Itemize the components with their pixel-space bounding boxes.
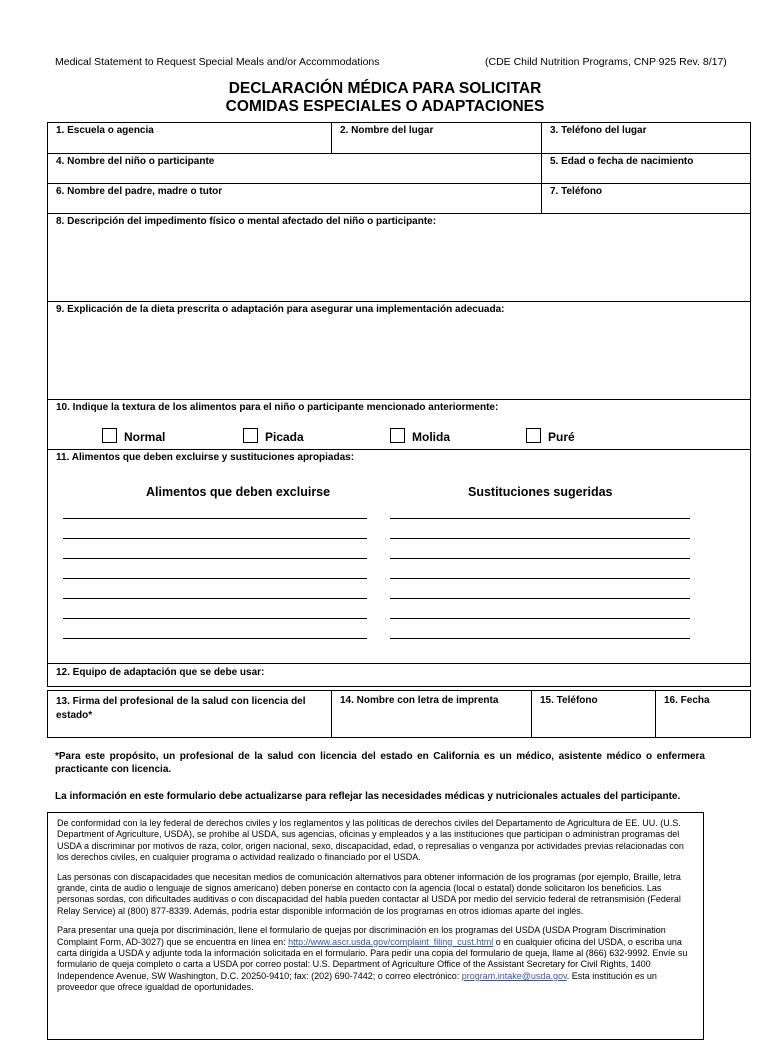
substitutes-column-header: Sustituciones sugeridas bbox=[468, 485, 613, 499]
food-texture-label: 10. Indique la textura de los alimentos para el niño o participante mencionado anteriormente: bbox=[56, 402, 499, 413]
form-row-9 bbox=[48, 301, 750, 400]
form-title-line2: COMIDAS ESPECIALES O ADAPTACIONES bbox=[225, 98, 545, 115]
impairment-description-field[interactable] bbox=[48, 214, 750, 302]
participant-name-label: 4. Nombre del niño o participante bbox=[56, 156, 215, 167]
texture-molida-label: Molida bbox=[412, 430, 450, 444]
form-row-2 bbox=[48, 153, 750, 184]
texture-picada-checkbox[interactable] bbox=[243, 428, 258, 443]
form-header-right: (CDE Child Nutrition Programs, CNP 925 Rev. 8/17) bbox=[485, 56, 727, 68]
complaint-text-c: . Esta institución es un proveedor que ofrece igualdad de oportunidades. bbox=[57, 970, 657, 993]
substitute-food-line[interactable] bbox=[390, 638, 690, 639]
form-header-left: Medical Statement to Request Special Meals and/or Accommodations bbox=[55, 56, 380, 68]
substitute-food-line[interactable] bbox=[390, 618, 690, 619]
excluded-food-line[interactable] bbox=[63, 578, 367, 579]
participant-name-field[interactable] bbox=[48, 154, 541, 184]
form-grid bbox=[47, 122, 751, 687]
complaint-email-link[interactable]: program.intake@usda.gov bbox=[461, 970, 567, 981]
excluded-foods-column-header: Alimentos que deben excluirse bbox=[146, 485, 331, 499]
age-birthdate-field[interactable] bbox=[541, 154, 750, 184]
complaint-text-b: o en cualquier oficina del USDA, o escriba una carta dirigida a USDA y adjunte toda la información solicitada en el formulario. Para pedir una copia del formulario de queja, llame al (866) 632-9992. Envíe su formulario de queja completo o carta a USDA por correo postal: U.S. Department of Agriculture Office of the Assistant Secretary for Civil Rights, 1400 Independence Avenue, SW Washington, D.C. 20250-9410; fax: (202) 690-7442; o correo electrónico: bbox=[57, 936, 688, 981]
signature-label-line1: 13. Firma del profesional de la salud con licencia del bbox=[56, 696, 306, 707]
form-row-11 bbox=[48, 449, 750, 664]
date-field[interactable] bbox=[655, 691, 750, 737]
texture-normal-checkbox[interactable] bbox=[102, 428, 117, 443]
form-row-1 bbox=[48, 123, 750, 153]
texture-pure-label: Puré bbox=[548, 430, 575, 444]
substitute-food-line[interactable] bbox=[390, 538, 690, 539]
form-row-12 bbox=[48, 663, 750, 688]
texture-pure-checkbox[interactable] bbox=[526, 428, 541, 443]
form-row-8 bbox=[48, 213, 750, 302]
excluded-food-line[interactable] bbox=[63, 538, 367, 539]
site-name-label: 2. Nombre del lugar bbox=[340, 125, 434, 136]
excluded-food-line[interactable] bbox=[63, 558, 367, 559]
substitute-food-line[interactable] bbox=[390, 578, 690, 579]
licensed-professional-note: *Para este propósito, un profesional de la salud con licencia del estado en California es un médico, asistente médico o enfermera practicante con licencia. bbox=[55, 751, 705, 775]
form-title-line1: DECLARACIÓN MÉDICA PARA SOLICITAR bbox=[228, 80, 542, 97]
substitute-food-line[interactable] bbox=[390, 518, 690, 519]
guardian-name-field[interactable] bbox=[48, 184, 541, 214]
complaint-form-link[interactable]: http://www.ascr.usda.gov/complaint_filing_cust.html bbox=[288, 936, 494, 947]
form-row-3 bbox=[48, 183, 750, 214]
nondiscrimination-paragraph-1: De conformidad con la ley federal de derechos civiles y los reglamentos y las políticas de derechos civiles del Departamento de Agricultura de EE. UU. (U.S. Department of Agriculture, USDA), se prohíbe al USDA, sus agencias, oficinas y empleados y a las instituciones que participan o administran programas del USDA a discriminar por motivos de raza, color, origen nacional, sexo, discapacidad, edad, o represalias o venganza por actividades previas relacionadas con los derechos civiles, en cualquier programa o actividad realizado o financiado por el USDA. bbox=[57, 818, 684, 863]
signature-field[interactable] bbox=[48, 691, 331, 737]
school-agency-label: 1. Escuela o agencia bbox=[56, 125, 154, 136]
texture-picada-label: Picada bbox=[265, 430, 304, 444]
excluded-food-line[interactable] bbox=[63, 638, 367, 639]
printed-name-label: 14. Nombre con letra de imprenta bbox=[340, 695, 499, 706]
age-birthdate-label: 5. Edad o fecha de nacimiento bbox=[550, 156, 694, 167]
impairment-description-label: 8. Descripción del impedimento físico o mental afectado del niño o participante: bbox=[56, 216, 437, 227]
adaptive-equipment-label: 12. Equipo de adaptación que se debe usar: bbox=[56, 667, 265, 678]
school-agency-field[interactable] bbox=[48, 123, 331, 153]
excluded-food-line[interactable] bbox=[63, 518, 367, 519]
form-row-10 bbox=[48, 399, 750, 450]
site-phone-label: 3. Teléfono del lugar bbox=[550, 125, 647, 136]
food-exclusions-label: 11. Alimentos que deben excluirse y sustituciones apropiadas: bbox=[56, 452, 355, 463]
substitute-food-line[interactable] bbox=[390, 558, 690, 559]
food-exclusions-section bbox=[48, 450, 750, 466]
site-phone-field[interactable] bbox=[541, 123, 750, 153]
signer-phone-field[interactable] bbox=[531, 691, 655, 737]
phone-label: 7. Teléfono bbox=[550, 186, 603, 197]
texture-normal-label: Normal bbox=[124, 430, 166, 444]
printed-name-field[interactable] bbox=[331, 691, 531, 737]
date-label: 16. Fecha bbox=[664, 695, 710, 706]
nondiscrimination-paragraph-3 bbox=[57, 925, 694, 993]
phone-field[interactable] bbox=[541, 184, 750, 214]
excluded-food-line[interactable] bbox=[63, 598, 367, 599]
update-notice: La información en este formulario debe actualizarse para reflejar las necesidades médicas y nutricionales actuales del participante. bbox=[55, 791, 681, 802]
guardian-name-label: 6. Nombre del padre, madre o tutor bbox=[56, 186, 223, 197]
nondiscrimination-statement bbox=[47, 812, 704, 1040]
substitute-food-line[interactable] bbox=[390, 598, 690, 599]
diet-explanation-label: 9. Explicación de la dieta prescrita o adaptación para asegurar una implementación adecuada: bbox=[56, 304, 505, 315]
adaptive-equipment-field[interactable] bbox=[48, 664, 750, 688]
texture-molida-checkbox[interactable] bbox=[390, 428, 405, 443]
diet-explanation-field[interactable] bbox=[48, 302, 750, 400]
signature-grid bbox=[47, 690, 751, 738]
excluded-food-line[interactable] bbox=[63, 618, 367, 619]
complaint-text-a: Para presentar una queja por discriminación, llene el formulario de quejas por discriminación en los programas del USDA (USDA Program Discrimination Complaint Form, AD-3027) que se encuentra en línea en: bbox=[57, 925, 666, 947]
site-name-field[interactable] bbox=[331, 123, 541, 153]
signature-label-line2: estado* bbox=[56, 710, 93, 721]
signer-phone-label: 15. Teléfono bbox=[540, 695, 598, 706]
nondiscrimination-paragraph-2: Las personas con discapacidades que necesitan medios de comunicación alternativos para obtener información de los programas (por ejemplo, Braille, letra grande, cinta de audio o lenguaje de signos americano) deben ponerse en contacto con la agencia (local o estatal) donde solicitaron los beneficios. Las personas sordas, con dificultades auditivas o con discapacidad del habla pueden contactar al USDA por medio del servicio federal de retransmisión (Federal Relay Service) al (800) 877-8339. Además, podría estar disponible información de los programas en otros idiomas aparte del inglés. bbox=[57, 871, 681, 916]
